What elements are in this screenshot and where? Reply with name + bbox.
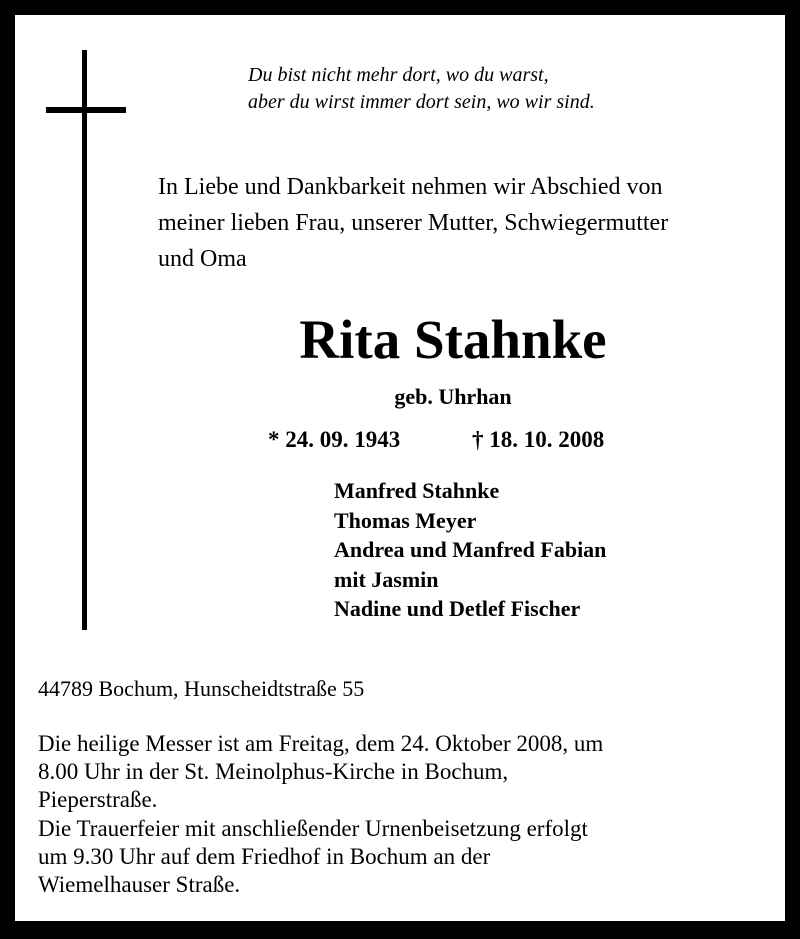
intro-line-2: meiner lieben Frau, unserer Mutter, Schwiegermutter <box>158 210 669 236</box>
intro-line-3: und Oma <box>158 246 247 272</box>
service-line: Wiemelhauser Straße. <box>38 871 241 897</box>
mourners-list <box>334 476 606 624</box>
motto-line-1: Du bist nicht mehr dort, wo du warst, <box>248 64 549 86</box>
service-line: Pieperstraße. <box>38 787 158 813</box>
mourner-item: Thomas Meyer <box>334 507 477 533</box>
deceased-name: Rita Stahnke <box>299 309 607 370</box>
cross-icon-horizontal-bar <box>46 107 126 113</box>
service-line: Die heilige Messer ist am Freitag, dem 24. Oktober 2008, um <box>38 731 604 756</box>
mourner-item: Andrea und Manfred Fabian <box>334 537 607 562</box>
intro-line-1: In Liebe und Dankbarkeit nehmen wir Abschied von <box>158 174 663 200</box>
service-line: 8.00 Uhr in der St. Meinolphus-Kirche in Bochum, <box>38 759 509 785</box>
motto-line-2: aber du wirst immer dort sein, wo wir sind. <box>248 91 595 113</box>
family-address: 44789 Bochum, Hunscheidtstraße 55 <box>38 676 365 701</box>
intro-text <box>158 169 668 277</box>
maiden-name: geb. Uhrhan <box>394 384 512 409</box>
birth-date: * 24. 09. 1943 <box>268 427 401 452</box>
motto-quote <box>248 62 595 116</box>
mourner-item: Manfred Stahnke <box>334 478 500 503</box>
mourner-item: mit Jasmin <box>334 566 439 592</box>
service-line: um 9.30 Uhr auf dem Friedhof in Bochum an der <box>38 843 491 869</box>
service-line: Die Trauerfeier mit anschließender Urnenbeisetzung erfolgt <box>38 815 588 841</box>
death-date: † 18. 10. 2008 <box>472 427 605 452</box>
service-info <box>38 730 603 899</box>
mourner-item: Nadine und Detlef Fischer <box>334 596 581 621</box>
